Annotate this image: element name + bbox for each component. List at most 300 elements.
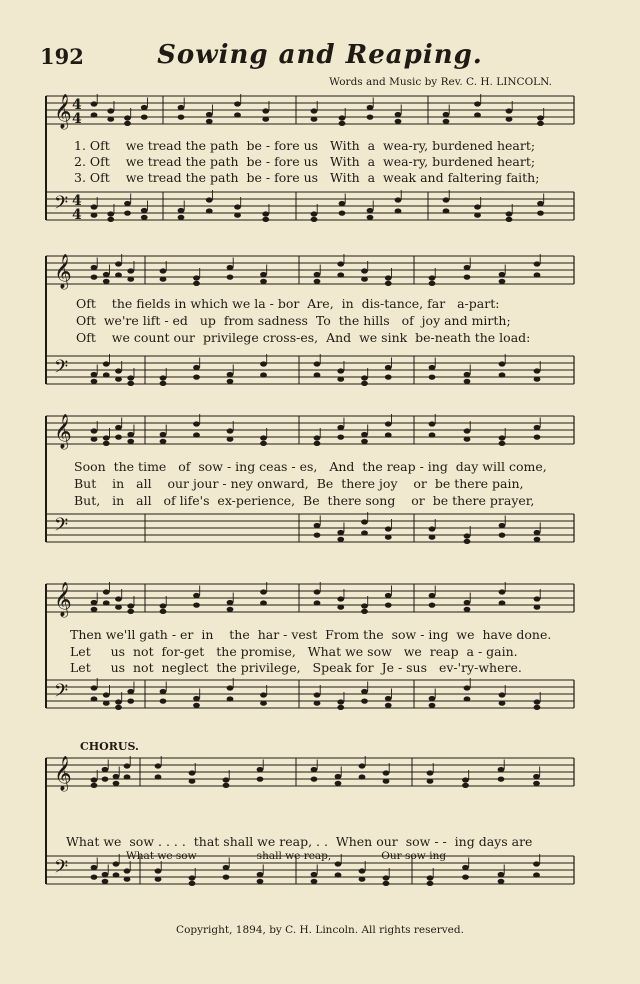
note-head — [367, 105, 374, 110]
note-head — [262, 211, 269, 216]
note-head — [427, 770, 434, 775]
note-head — [91, 265, 98, 270]
note-head — [534, 530, 541, 535]
note-head — [160, 432, 167, 437]
note-head — [311, 108, 318, 113]
note-head — [91, 607, 98, 612]
note-head — [533, 774, 540, 779]
note-head — [361, 381, 368, 386]
note-head — [339, 201, 346, 206]
note-head — [107, 117, 114, 122]
lyric-line: Oft we count our privilege cross-es, And we sink be-neath the load: — [76, 330, 531, 345]
note-head — [534, 705, 541, 710]
note-head — [395, 119, 402, 124]
lyric-line: 2. Oft we tread the path be - fore us With a wea-ry, burdened heart; — [74, 154, 536, 169]
treble-clef-icon: 𝄞 — [54, 94, 72, 129]
note-head — [385, 603, 392, 608]
note-head — [337, 530, 344, 535]
note-head — [429, 375, 436, 380]
author-credit: Words and Music by Rev. C. H. LINCOLN. — [329, 76, 552, 88]
note-head — [464, 533, 471, 538]
note-head — [337, 377, 344, 382]
note-head — [337, 368, 344, 373]
note-head — [537, 211, 544, 216]
note-head — [385, 281, 392, 286]
note-head — [91, 101, 98, 106]
note-head — [160, 268, 167, 273]
note-head — [464, 685, 471, 690]
note-head — [234, 204, 241, 209]
note-head — [206, 119, 213, 124]
note-head — [464, 539, 471, 544]
note-head — [127, 609, 134, 614]
note-head — [91, 875, 98, 880]
note-head — [534, 699, 541, 704]
note-head — [124, 201, 131, 206]
note-head — [193, 696, 200, 701]
note-head — [395, 112, 402, 117]
note-head — [534, 272, 541, 277]
note-head — [91, 600, 98, 605]
note-head — [262, 117, 269, 122]
note-head — [91, 696, 98, 701]
note-head — [359, 868, 366, 873]
note-head — [314, 589, 321, 594]
note-head — [537, 121, 544, 126]
note-head — [383, 875, 390, 880]
note-head — [178, 208, 185, 213]
note-head — [223, 865, 230, 870]
note-head — [311, 767, 318, 772]
note-head — [429, 593, 436, 598]
note-head — [91, 204, 98, 209]
note-head — [141, 115, 148, 120]
note-head — [189, 881, 196, 886]
note-head — [537, 201, 544, 206]
note-head — [206, 112, 213, 117]
note-head — [124, 868, 131, 873]
note-head — [115, 425, 122, 430]
note-head — [103, 701, 110, 706]
note-head — [91, 428, 98, 433]
note-head — [359, 763, 366, 768]
note-head — [227, 379, 234, 384]
note-head — [429, 365, 436, 370]
note-head — [91, 685, 98, 690]
note-head — [262, 108, 269, 113]
note-head — [260, 372, 267, 377]
note-head — [499, 435, 506, 440]
note-head — [367, 208, 374, 213]
note-head — [115, 699, 122, 704]
note-head — [462, 783, 469, 788]
note-head — [155, 774, 162, 779]
note-head — [337, 261, 344, 266]
note-head — [383, 881, 390, 886]
note-head — [443, 208, 450, 213]
note-head — [311, 777, 318, 782]
note-head — [127, 603, 134, 608]
note-head — [124, 121, 131, 126]
note-head — [227, 437, 234, 442]
note-head — [223, 875, 230, 880]
hymn-title: Sowing and Reaping. — [157, 40, 483, 70]
note-head — [234, 112, 241, 117]
note-head — [160, 277, 167, 282]
note-head — [395, 208, 402, 213]
note-head — [499, 589, 506, 594]
note-head — [337, 605, 344, 610]
note-head — [115, 435, 122, 440]
note-head — [115, 368, 122, 373]
note-head — [102, 879, 109, 884]
note-head — [335, 861, 342, 866]
note-head — [499, 372, 506, 377]
note-head — [102, 872, 109, 877]
note-head — [429, 421, 436, 426]
note-head — [103, 372, 110, 377]
note-head — [227, 372, 234, 377]
note-head — [534, 605, 541, 610]
note-head — [506, 217, 513, 222]
note-head — [534, 537, 541, 542]
treble-clef-icon: 𝄞 — [54, 254, 72, 289]
lyric-line: Soon the time of sow - ing ceas - es, And the reap - ing day will come, — [74, 459, 547, 474]
note-head — [361, 277, 368, 282]
note-head — [91, 379, 98, 384]
note-head — [361, 519, 368, 524]
note-head — [337, 272, 344, 277]
note-head — [314, 701, 321, 706]
treble-clef-icon: 𝄞 — [54, 414, 72, 449]
note-head — [103, 361, 110, 366]
note-head — [103, 692, 110, 697]
note-head — [160, 603, 167, 608]
lyric-line: 3. Oft we tread the path be - fore us With a weak and faltering faith; — [74, 170, 540, 185]
note-head — [429, 696, 436, 701]
note-head — [160, 439, 167, 444]
note-head — [314, 361, 321, 366]
note-head — [498, 872, 505, 877]
note-head — [427, 779, 434, 784]
bass-clef-icon: 𝄢 — [54, 357, 69, 382]
note-head — [464, 696, 471, 701]
note-head — [361, 432, 368, 437]
chorus-label: CHORUS. — [80, 740, 139, 753]
note-head — [499, 361, 506, 366]
treble-clef-icon: 𝄞 — [54, 756, 72, 791]
note-head — [260, 279, 267, 284]
note-head — [314, 435, 321, 440]
note-head — [361, 609, 368, 614]
note-head — [91, 865, 98, 870]
note-head — [206, 197, 213, 202]
note-head — [193, 703, 200, 708]
note-head — [113, 861, 120, 866]
note-head — [499, 600, 506, 605]
note-head — [234, 101, 241, 106]
note-head — [91, 112, 98, 117]
note-head — [103, 279, 110, 284]
note-head — [499, 441, 506, 446]
note-head — [339, 121, 346, 126]
note-head — [127, 699, 134, 704]
note-head — [462, 865, 469, 870]
note-head — [91, 777, 98, 782]
note-head — [103, 435, 110, 440]
note-head — [260, 441, 267, 446]
note-head — [443, 119, 450, 124]
time-signature: 4 — [72, 193, 82, 209]
note-head — [533, 781, 540, 786]
note-head — [115, 272, 122, 277]
note-head — [91, 437, 98, 442]
note-head — [499, 279, 506, 284]
note-head — [361, 268, 368, 273]
bass-clef-icon: 𝄢 — [54, 681, 69, 706]
note-head — [339, 211, 346, 216]
note-head — [314, 523, 321, 528]
note-head — [115, 261, 122, 266]
note-head — [102, 767, 109, 772]
lyric-line: Let us not for-get the promise, What we sow we reap a - gain. — [70, 644, 518, 659]
note-head — [102, 777, 109, 782]
note-head — [260, 435, 267, 440]
note-head — [262, 217, 269, 222]
note-head — [189, 875, 196, 880]
note-head — [107, 108, 114, 113]
note-head — [534, 425, 541, 430]
treble-clef-icon: 𝄞 — [54, 582, 72, 617]
note-head — [361, 603, 368, 608]
note-head — [314, 692, 321, 697]
note-head — [429, 432, 436, 437]
note-head — [260, 589, 267, 594]
note-head — [498, 777, 505, 782]
note-head — [385, 703, 392, 708]
note-head — [113, 774, 120, 779]
note-head — [537, 115, 544, 120]
time-signature: 4 — [72, 111, 82, 127]
note-head — [474, 101, 481, 106]
note-head — [337, 705, 344, 710]
note-head — [499, 272, 506, 277]
note-head — [178, 215, 185, 220]
note-head — [127, 689, 134, 694]
note-head — [499, 523, 506, 528]
note-head — [499, 692, 506, 697]
lyric-line: Let us not neglect the privilege, Speak for Je - sus ev-'ry-where. — [70, 660, 522, 675]
note-head — [533, 861, 540, 866]
note-head — [443, 197, 450, 202]
note-head — [474, 204, 481, 209]
note-head — [155, 868, 162, 873]
note-head — [107, 217, 114, 222]
note-head — [189, 770, 196, 775]
note-head — [429, 535, 436, 540]
note-head — [359, 877, 366, 882]
note-head — [429, 281, 436, 286]
note-head — [311, 879, 318, 884]
note-head — [127, 432, 134, 437]
note-head — [314, 533, 321, 538]
note-head — [361, 375, 368, 380]
note-head — [91, 783, 98, 788]
note-head — [127, 268, 134, 273]
note-head — [427, 881, 434, 886]
bass-clef-icon: 𝄢 — [54, 515, 69, 540]
note-head — [127, 277, 134, 282]
note-head — [359, 774, 366, 779]
note-head — [160, 381, 167, 386]
note-head — [160, 609, 167, 614]
note-head — [335, 774, 342, 779]
note-head — [337, 537, 344, 542]
note-head — [506, 211, 513, 216]
note-head — [178, 105, 185, 110]
lyric-line: Oft we're lift - ed up from sadness To the hills of joy and mirth; — [76, 313, 511, 328]
note-head — [499, 701, 506, 706]
lyric-line: But, in all of life's ex-perience, Be there song or be there prayer, — [74, 493, 535, 508]
note-head — [103, 272, 110, 277]
time-signature: 4 — [72, 97, 82, 113]
note-head — [533, 872, 540, 877]
note-head — [534, 368, 541, 373]
note-head — [227, 607, 234, 612]
note-head — [141, 208, 148, 213]
chorus-lyric: What we sow . . . . that shall we reap, . . When our sow - - ing days are — [66, 834, 533, 849]
note-head — [534, 596, 541, 601]
note-head — [534, 377, 541, 382]
note-head — [193, 275, 200, 280]
note-head — [223, 777, 230, 782]
note-head — [193, 365, 200, 370]
note-head — [385, 275, 392, 280]
note-head — [337, 435, 344, 440]
note-head — [103, 441, 110, 446]
note-head — [337, 425, 344, 430]
note-head — [385, 526, 392, 531]
note-head — [464, 275, 471, 280]
note-head — [160, 689, 167, 694]
note-head — [462, 875, 469, 880]
note-head — [141, 105, 148, 110]
note-head — [127, 439, 134, 444]
note-head — [127, 375, 134, 380]
note-head — [91, 213, 98, 218]
note-head — [115, 377, 122, 382]
note-head — [103, 589, 110, 594]
note-head — [464, 265, 471, 270]
note-head — [385, 593, 392, 598]
note-head — [534, 435, 541, 440]
note-head — [361, 689, 368, 694]
note-head — [260, 361, 267, 366]
note-head — [464, 428, 471, 433]
note-head — [124, 763, 131, 768]
note-head — [311, 211, 318, 216]
note-head — [127, 381, 134, 386]
note-head — [464, 437, 471, 442]
note-head — [464, 379, 471, 384]
note-head — [385, 432, 392, 437]
note-head — [314, 441, 321, 446]
note-head — [314, 372, 321, 377]
note-head — [160, 699, 167, 704]
note-head — [335, 872, 342, 877]
note-head — [260, 600, 267, 605]
copyright-notice: Copyright, 1894, by C. H. Lincoln. All rights reserved. — [176, 924, 464, 936]
note-head — [103, 600, 110, 605]
note-head — [443, 112, 450, 117]
note-head — [227, 696, 234, 701]
note-head — [337, 596, 344, 601]
page-number: 192 — [40, 44, 84, 69]
note-head — [361, 530, 368, 535]
note-head — [227, 685, 234, 690]
note-head — [314, 600, 321, 605]
note-head — [361, 699, 368, 704]
note-head — [464, 372, 471, 377]
note-head — [155, 877, 162, 882]
note-head — [498, 767, 505, 772]
note-head — [257, 872, 264, 877]
lyric-line: But in all our jour - ney onward, Be there joy or be there pain, — [74, 476, 524, 491]
note-head — [223, 783, 230, 788]
note-head — [206, 208, 213, 213]
note-head — [385, 365, 392, 370]
note-head — [189, 779, 196, 784]
note-head — [337, 699, 344, 704]
note-head — [429, 275, 436, 280]
note-head — [124, 211, 131, 216]
note-head — [227, 600, 234, 605]
note-head — [383, 779, 390, 784]
note-head — [160, 375, 167, 380]
note-head — [429, 703, 436, 708]
note-head — [124, 877, 131, 882]
lyric-line: Oft the fields in which we la - bor Are, in dis-tance, far a-part: — [76, 296, 500, 311]
note-head — [227, 265, 234, 270]
note-head — [124, 115, 131, 120]
note-head — [193, 375, 200, 380]
note-head — [385, 535, 392, 540]
note-head — [107, 211, 114, 216]
note-head — [115, 605, 122, 610]
note-head — [506, 108, 513, 113]
note-head — [367, 215, 374, 220]
note-head — [257, 879, 264, 884]
note-head — [91, 275, 98, 280]
note-head — [395, 197, 402, 202]
note-head — [257, 777, 264, 782]
note-head — [141, 215, 148, 220]
note-head — [474, 213, 481, 218]
note-head — [385, 375, 392, 380]
note-head — [260, 272, 267, 277]
note-head — [534, 261, 541, 266]
note-head — [260, 701, 267, 706]
note-head — [314, 272, 321, 277]
note-head — [311, 117, 318, 122]
note-head — [335, 781, 342, 786]
note-head — [311, 217, 318, 222]
note-head — [367, 115, 374, 120]
note-head — [499, 533, 506, 538]
note-head — [155, 763, 162, 768]
note-head — [115, 705, 122, 710]
note-head — [464, 600, 471, 605]
